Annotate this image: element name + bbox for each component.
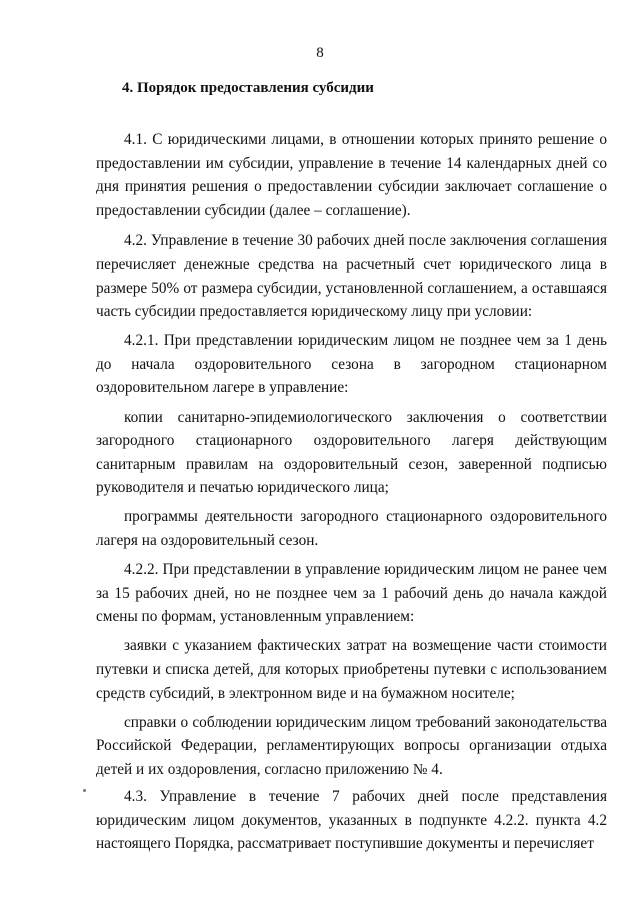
page-number: 8 [316, 45, 324, 61]
paragraph-4-1: 4.1. С юридическими лицами, в отношении которых принято решение о предоставлении им субсидии, управление в течение 14 календарных дней со дня принятия решения о предоставлении субсидии заключает соглашение о предоставлении субсидии (далее – соглашение). [96, 131, 607, 219]
document-body [96, 128, 607, 861]
paragraph-4-2-1: 4.2.1. При представлении юридическим лицом не позднее чем за 1 день до начала оздоровительного сезона в загородном стационарном оздоровительном лагере в управление: [96, 332, 607, 397]
paragraph-compliance-certificate: справки о соблюдении юридическим лицом требований законодательства Российской Федерации, регламентирующих вопросы организации отдыха детей и их оздоровления, согласно приложению № 4. [96, 713, 607, 778]
paragraph-4-2-2: 4.2.2. При представлении в управление юридическим лицом не ранее чем за 15 рабочих дней, но не позднее чем за 1 рабочий день до начала каждой смены по формам, установленным управлением: [96, 561, 607, 626]
paragraph-4-3: 4.3. Управление в течение 7 рабочих дней после представления юридическим лицом документов, указанных в подпункте 4.2.2. пункта 4.2 настоящего Порядка, рассматривает поступившие документы и перечисляет [96, 787, 607, 853]
section-heading: 4. Порядок предоставления субсидии [122, 80, 374, 96]
paragraph-applications: заявки с указанием фактических затрат на возмещение части стоимости путевки и списка детей, для которых приобретены путевки с использованием средств субсидий, в электронном виде и на бумажном носителе; [96, 637, 607, 702]
paragraph-4-2: 4.2. Управление в течение 30 рабочих дней после заключения соглашения перечисляет денежные средства на расчетный счет юридического лица в размере 50% от размера субсидии, установленной соглашением, а оставшаяся часть субсидии предоставляется юридическому лицу при условии: [96, 232, 607, 321]
paragraph-sanitary-copy: копии санитарно-эпидемиологического заключения о соответствии загородного стационарного оздоровительного лагеря действующим санитарным правилам на оздоровительный сезон, заверенной подписью руководителя и печатью юридического лица; [96, 408, 607, 497]
scan-speck [83, 789, 86, 792]
paragraph-camp-programs: программы деятельности загородного стационарного оздоровительного лагеря на оздоровительный сезон. [96, 508, 607, 549]
